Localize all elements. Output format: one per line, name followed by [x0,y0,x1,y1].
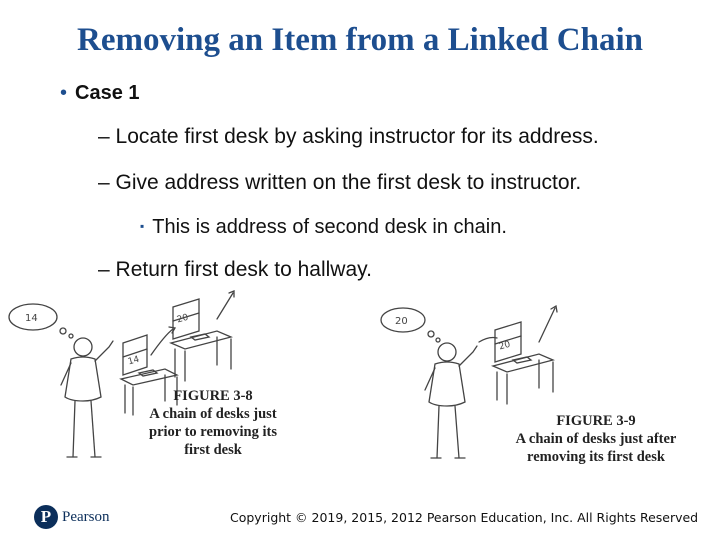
dash-mark: – [98,125,110,148]
caption-line: first desk [184,442,242,458]
bubble-number: 14 [25,313,38,324]
bubble-number: 20 [395,316,408,327]
bullet-locate [98,125,599,149]
sub-bullet-second-desk [140,216,507,239]
case-heading [60,82,140,105]
desk-number: 14 [126,354,141,368]
dash-mark: – [98,258,110,281]
sub-bullet-text: This is address of second desk in chain. [152,216,507,238]
bullet-text: Locate first desk by asking instructor for its address. [115,125,599,148]
dash-mark: – [98,171,110,194]
case-label: Case 1 [75,82,140,104]
figure-3-8-caption [118,387,308,459]
bullet-text: Return first desk to hallway. [115,258,372,281]
desk [493,322,553,404]
desk-number: 20 [497,339,512,353]
pearson-logo-text: Pearson [62,508,110,525]
caption-line: A chain of desks just [149,406,277,422]
bullet-text: Give address written on the first desk to instructor. [115,171,582,194]
instructor-figure [425,343,477,458]
caption-line: removing its first desk [527,449,665,465]
instructor-figure [61,338,113,457]
bullet-dot: • [60,82,68,104]
pearson-logo [34,505,110,529]
bullet-give-address [98,171,581,195]
caption-line: FIGURE 3-9 [556,413,636,429]
caption-line: A chain of desks just after [515,431,677,447]
caption-line: FIGURE 3-8 [173,388,253,404]
bullet-return-desk [98,258,372,282]
square-mark: ▪ [140,219,145,233]
slide-title: Removing an Item from a Linked Chain [77,22,643,58]
pearson-logo-mark: P [34,505,58,529]
caption-line: prior to removing its [149,424,277,440]
desk-number: 20 [175,312,190,326]
copyright-notice: Copyright © 2019, 2015, 2012 Pearson Education, Inc. All Rights Reserved [230,510,699,525]
figure-3-9-caption [490,412,702,466]
